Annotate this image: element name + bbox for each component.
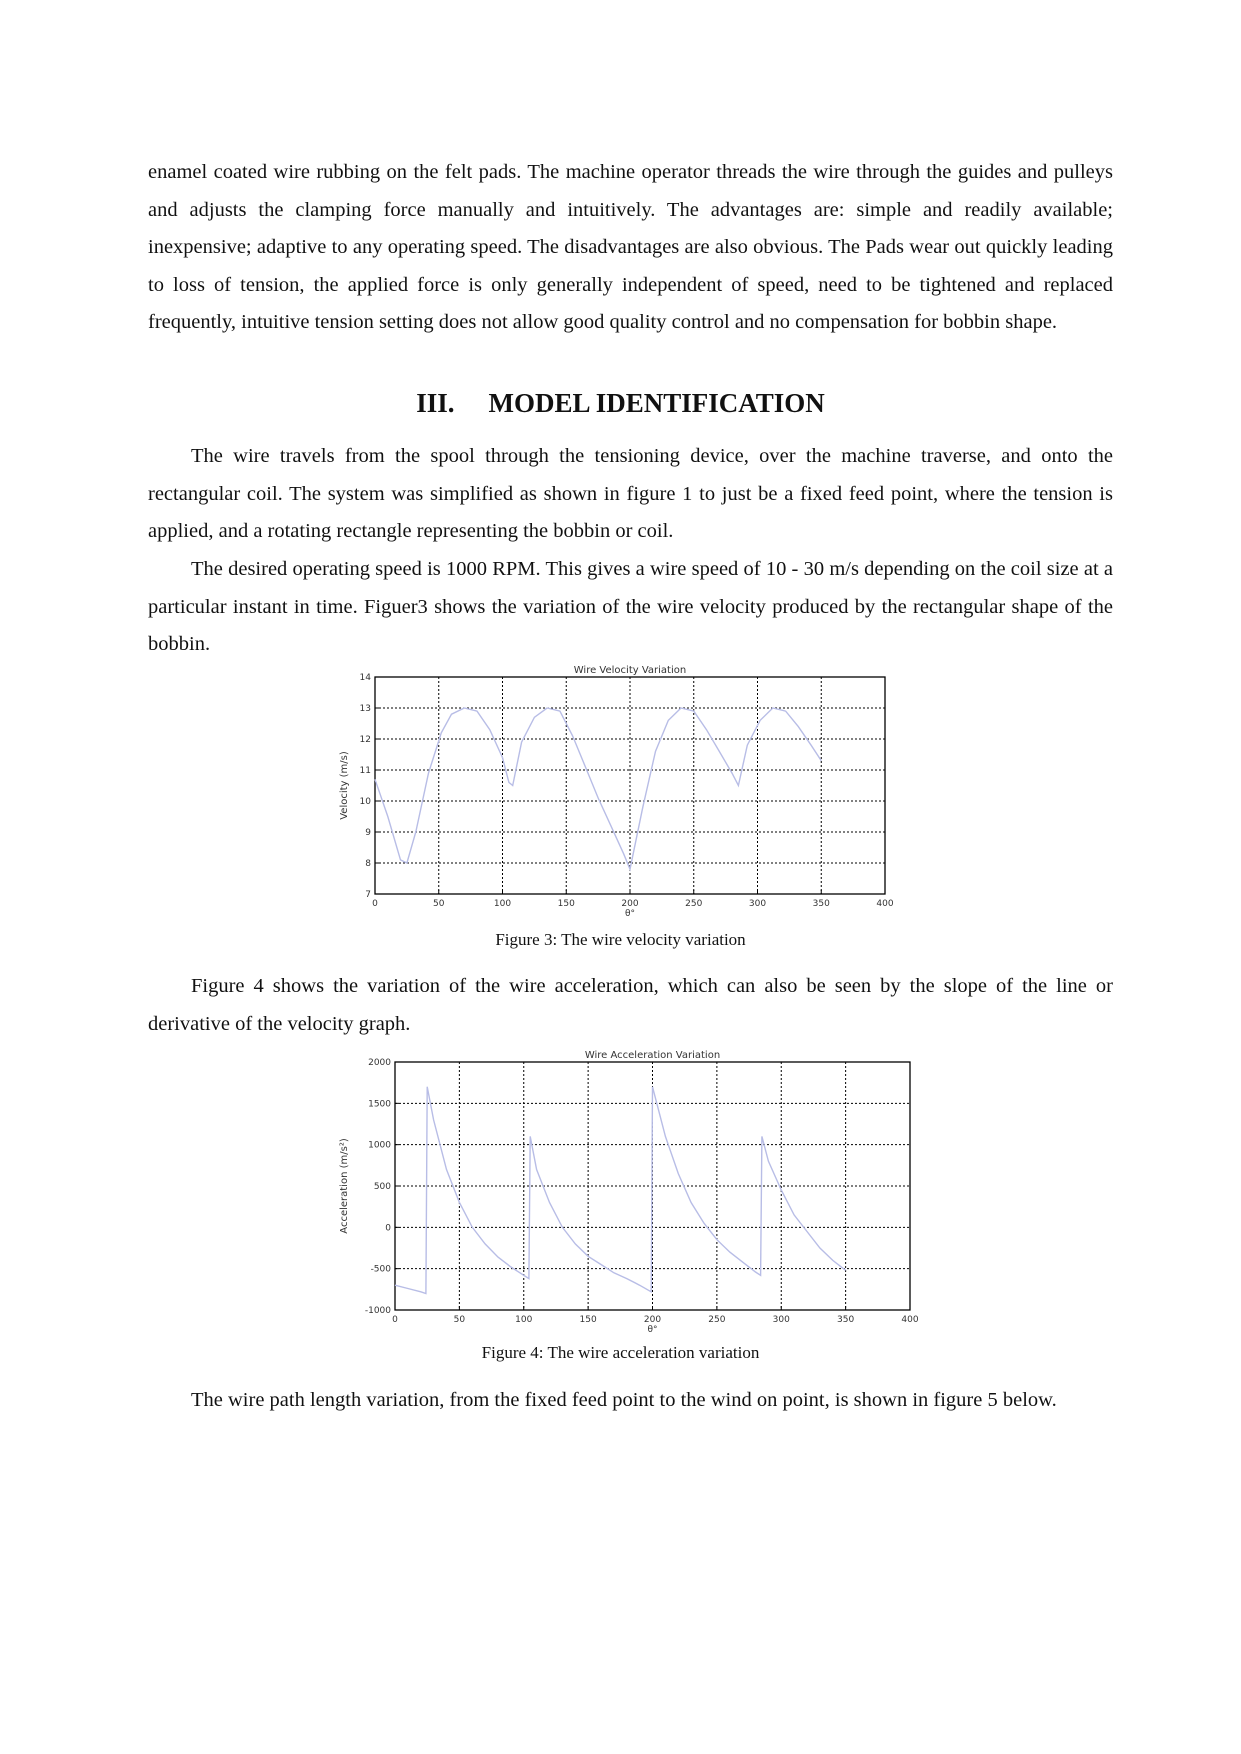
y-tick-label: 11 xyxy=(359,766,371,776)
x-tick-label: 100 xyxy=(515,1315,533,1325)
y-tick-label: 1500 xyxy=(368,1099,391,1110)
x-tick-label: 200 xyxy=(643,1315,662,1325)
section-heading xyxy=(0,388,1241,419)
y-axis-label: Acceleration (m/s²) xyxy=(339,1138,350,1234)
y-tick-label: -1000 xyxy=(364,1306,391,1316)
y-tick-label: -500 xyxy=(370,1264,391,1275)
x-axis-label: θ° xyxy=(624,909,636,919)
x-tick-label: 100 xyxy=(493,899,512,909)
figure-3-caption: Figure 3: The wire velocity variation xyxy=(495,930,746,949)
paragraph-wire-path: The wire travels from the spool through the tensioning device, over the machine traverse, and onto the rectangular coil. The system was simplified as shown in figure 1 to just be a fixed feed point, where the tension is applied, and a rotating rectangle representing the bobbin or coil. xyxy=(148,445,1113,542)
x-tick-label: 250 xyxy=(685,899,703,909)
x-tick-label: 350 xyxy=(812,899,830,909)
y-tick-label: 13 xyxy=(359,704,371,714)
x-tick-label: 400 xyxy=(901,1315,919,1325)
y-tick-label: 500 xyxy=(373,1182,391,1192)
x-tick-label: 0 xyxy=(372,899,378,909)
x-tick-label: 250 xyxy=(708,1315,726,1325)
chart-title: Wire Acceleration Variation xyxy=(584,1050,721,1061)
x-tick-label: 350 xyxy=(837,1315,855,1325)
y-tick-label: 2000 xyxy=(368,1058,391,1068)
paragraph-felt-pads: enamel coated wire rubbing on the felt pads. The machine operator threads the wire through the guides and pulleys and adjusts the clamping force manually and intuitively. The advantages are: simple and readily available; inexpensive; adaptive to any operating speed. The disadvantages are also obvious. The Pads wear out quickly leading to loss of tension, the applied force is only generally independent of speed, need to be tightened and replaced frequently, intuitive tension setting does not allow good quality control and no compensation for bobbin shape. xyxy=(148,161,1113,333)
y-tick-label: 9 xyxy=(365,828,371,838)
y-tick-label: 1000 xyxy=(368,1140,391,1151)
y-tick-label: 0 xyxy=(385,1223,391,1234)
y-tick-label: 10 xyxy=(359,797,371,807)
x-tick-label: 200 xyxy=(621,899,639,909)
x-tick-label: 150 xyxy=(557,899,575,909)
y-tick-label: 14 xyxy=(359,673,371,683)
chart-title: Wire Velocity Variation xyxy=(573,665,687,676)
figure-4-caption: Figure 4: The wire acceleration variation xyxy=(481,1343,760,1362)
y-tick-label: 7 xyxy=(365,890,371,900)
y-axis-label: Velocity (m/s) xyxy=(339,751,350,820)
x-tick-label: 0 xyxy=(392,1315,398,1325)
x-tick-label: 150 xyxy=(579,1315,597,1325)
x-tick-label: 400 xyxy=(876,899,894,909)
x-axis-label: θ° xyxy=(647,1325,658,1335)
y-tick-label: 8 xyxy=(365,859,371,869)
velocity-chart xyxy=(325,662,925,919)
x-tick-label: 300 xyxy=(748,899,767,909)
y-tick-label: 12 xyxy=(359,735,371,745)
x-tick-label: 50 xyxy=(433,899,445,909)
paragraph-acceleration: Figure 4 shows the variation of the wire acceleration, which can also be seen by the slope of the line or derivative of the velocity graph. xyxy=(148,975,1113,1035)
section-title: MODEL IDENTIFICATION xyxy=(488,388,825,418)
section-number: III. xyxy=(416,388,455,418)
x-tick-label: 300 xyxy=(772,1315,790,1325)
paragraph-operating-speed: The desired operating speed is 1000 RPM. This gives a wire speed of 10 - 30 m/s depending on the coil size at a particular instant in time. Figuer3 shows the variation of the wire velocity produced by the rectangular shape of the bobbin. xyxy=(148,558,1113,655)
x-tick-label: 50 xyxy=(453,1315,466,1325)
acceleration-chart xyxy=(325,1040,945,1335)
paragraph-path-length: The wire path length variation, from the fixed feed point to the wind on point, is shown in figure 5 below. xyxy=(191,1389,1057,1411)
